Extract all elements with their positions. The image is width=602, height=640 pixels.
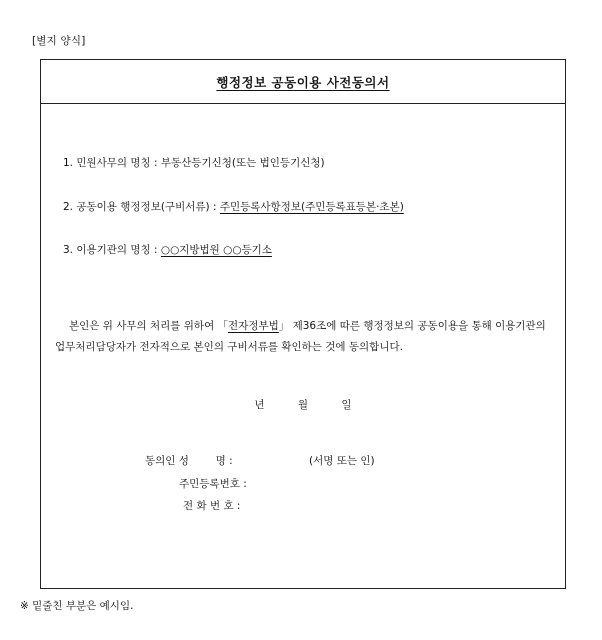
item-value: 부동산등기신청(또는 법인등기신청) bbox=[160, 157, 325, 169]
item-shared-admin-info bbox=[63, 199, 404, 214]
item-value: 주민등록사항정보(주민등록표등본·초본) bbox=[219, 201, 404, 213]
date-year: 년 bbox=[254, 399, 265, 411]
form-label: [별지 양식] bbox=[32, 35, 86, 47]
item-label: 3. 이용기관의 명칭 : bbox=[63, 244, 158, 256]
form-title: 행정정보 공동이용 사전동의서 bbox=[216, 74, 390, 90]
item-using-agency bbox=[63, 242, 272, 257]
date-row bbox=[41, 397, 565, 412]
item-civil-affair-name bbox=[63, 155, 325, 170]
consent-text-part1: 본인은 위 사무의 처리를 위하여 「 bbox=[69, 320, 229, 332]
resident-number-label: 주민등록번호 : bbox=[179, 478, 247, 490]
item-label: 2. 공동이용 행정정보(구비서류) : bbox=[63, 201, 217, 213]
item-value: ○○지방법원 ○○등기소 bbox=[160, 244, 272, 256]
consenter-name-label: 동의인 성 명 : bbox=[145, 455, 233, 467]
footnote: ※ 밑줄친 부분은 예시임. bbox=[20, 600, 134, 612]
title-row bbox=[41, 60, 565, 104]
law-name: 전자정부법 bbox=[228, 320, 279, 332]
date-day: 일 bbox=[341, 399, 352, 411]
consent-text-part2: 」 제36조에 따른 행정정보의 공동이용을 통해 이용기관의 업무처리담당자가 전자적으로 본인의 구비서류를 확인하는 것에 동의합니다. bbox=[55, 320, 546, 353]
sign-or-seal-note: (서명 또는 인) bbox=[309, 455, 375, 467]
item-label: 1. 민원사무의 명칭 : bbox=[63, 157, 158, 169]
phone-number-label: 전 화 번 호 : bbox=[183, 500, 241, 512]
consent-form-frame bbox=[40, 59, 566, 589]
consent-paragraph bbox=[55, 316, 559, 358]
date-month: 월 bbox=[297, 399, 309, 411]
